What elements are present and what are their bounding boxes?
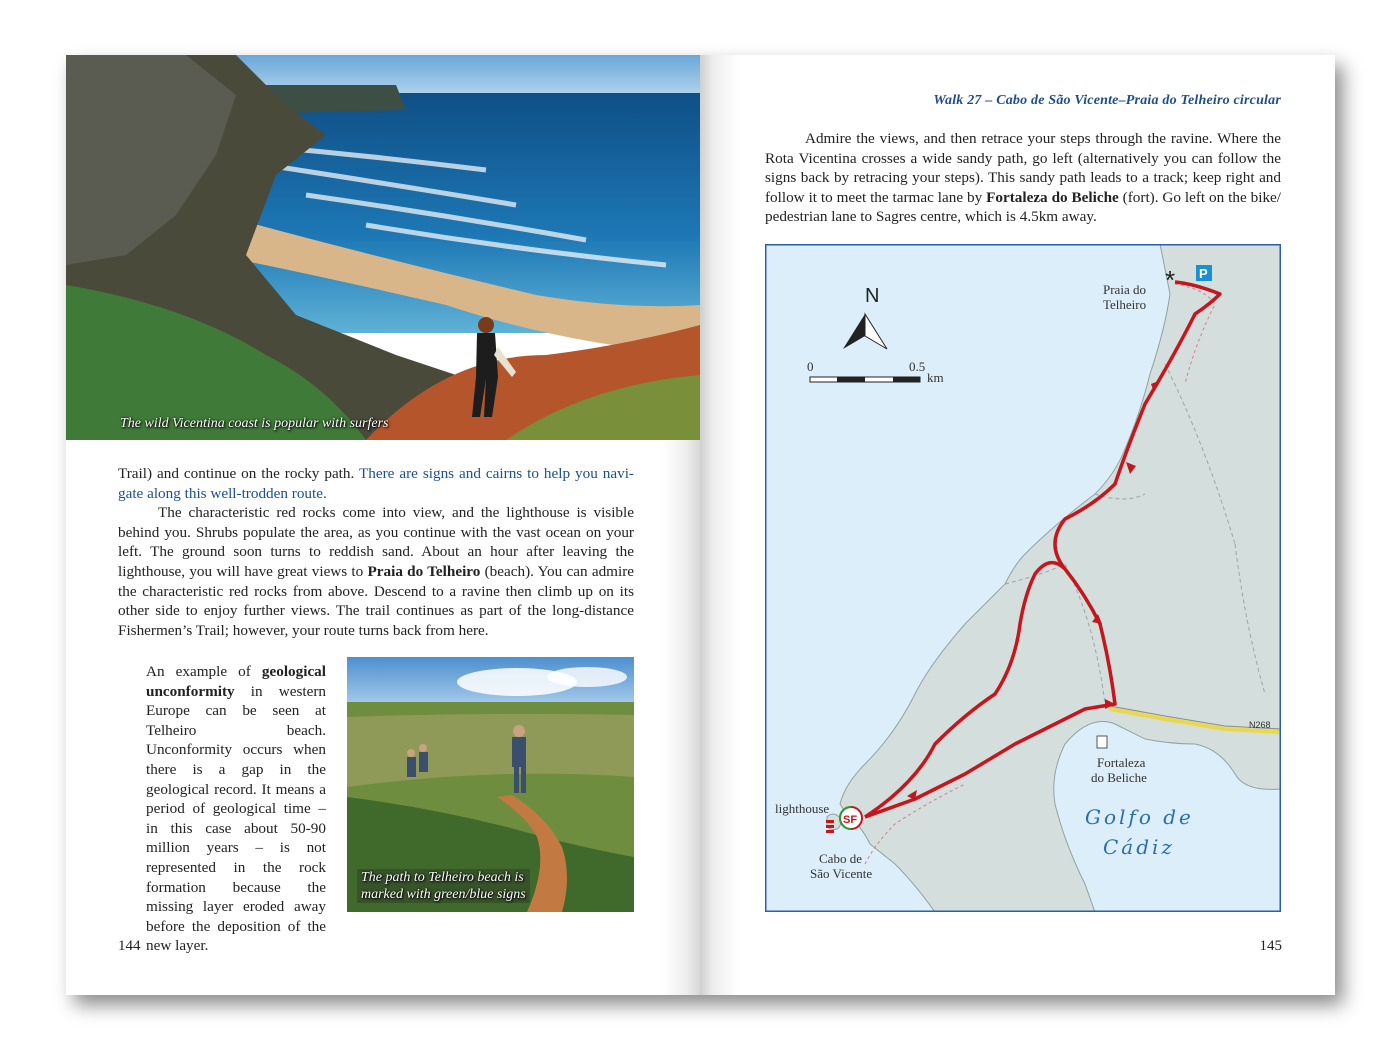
paragraph-2-text-b: (beach). You can admire the characteristic red rocks from above. Descend to a ravine then climb up on its other side to enjoy further views. The trail continues as part of the long-distance Fishermen’s Trail; however, your route turns back from here.	[118, 562, 634, 639]
main-text-right	[765, 129, 1281, 227]
right-page	[700, 55, 1335, 995]
fort-icon	[1097, 736, 1107, 748]
sidebar-term: geological unconformity	[146, 663, 326, 700]
label-golfo-line2: Cádiz	[1103, 835, 1175, 859]
paragraph-2-text-a: The characteristic red rocks come into view, and the lighthouse is visible behind you. Shrubs populate the area, as you continue with the vast ocean on your left. The ground soon turns to reddish sand. About an hour after leaving the lighthouse, you will have great views to	[118, 504, 634, 580]
path-photo-caption-line2: marked with green/blue signs	[361, 887, 526, 902]
route-map	[765, 244, 1281, 912]
road-label: N268	[1249, 720, 1271, 730]
label-golfo-line1: Golfo de	[1085, 805, 1194, 829]
scale-start: 0	[807, 359, 814, 374]
label-praia-line2: Telheiro	[1103, 297, 1147, 312]
paragraph-1-highlight: There are signs and cairns to help you navi-gate along this well-trodden route.	[118, 465, 634, 502]
photo-caption: The wild Vicentina coast is popular with surfers	[120, 416, 389, 431]
fortaleza-name: Fortaleza do Beliche	[986, 188, 1119, 206]
praia-name: Praia do Telheiro	[367, 562, 481, 580]
start-finish-marker	[840, 807, 862, 829]
page-number-left: 144	[118, 938, 141, 954]
page-number-right: 145	[1259, 938, 1282, 954]
label-fortaleza-line2: do Beliche	[1091, 770, 1147, 785]
north-label: N	[865, 285, 880, 307]
paragraph-2	[118, 503, 634, 640]
viewpoint-icon: *	[1165, 265, 1176, 295]
path-photo	[347, 657, 634, 912]
scale-end: 0.5	[909, 359, 926, 374]
sidebar-text	[146, 662, 326, 956]
paragraph-right-text-a: Admire the views, and then retrace your steps through the ravine. Where the Rota Vicentina crosses a wide sandy path, go left (alternatively you can follow the signs back by retracing your steps). This sandy path leads to a track; keep right and follow it to meet the tarmac lane by	[765, 130, 1281, 206]
paragraph-1	[118, 464, 634, 503]
label-praia-line1: Praia do	[1103, 282, 1146, 297]
label-fortaleza-line1: Fortaleza	[1097, 755, 1146, 770]
path-photo-caption	[357, 869, 530, 903]
label-lighthouse: lighthouse	[775, 801, 830, 816]
sidebar-text-a: An example of	[146, 663, 262, 680]
paragraph-right	[765, 129, 1281, 227]
left-page	[66, 55, 700, 995]
lighthouse-icon	[826, 820, 834, 833]
sidebar-paragraph	[146, 662, 326, 956]
parking-icon	[1196, 265, 1212, 281]
main-text-left	[118, 464, 634, 640]
paragraph-right-text-b: (fort). Go left on the bike/ pedestrian lane to Sagres centre, which is 4.5km away.	[765, 188, 1281, 226]
path-photo-caption-line1: The path to Telheiro beach is	[361, 870, 524, 885]
sidebar-text-b: in western Europe can be seen at Telheiro beach. Unconformity occurs when there is a gap in the geological record. It means a period of geological time – in this case about 50-90 million years – is not represented in the rock formation because the missing layer eroded away before the deposition of the new layer.	[146, 682, 326, 955]
coast-photo	[66, 55, 700, 440]
scale-unit: km	[927, 370, 944, 385]
open-book	[66, 55, 1335, 995]
label-cabo-line1: Cabo de	[819, 851, 862, 866]
start-finish-label: SF	[843, 814, 858, 826]
label-cabo-line2: São Vicente	[810, 866, 873, 881]
parking-label: P	[1199, 266, 1208, 281]
paragraph-1-text: Trail) and continue on the rocky path.	[118, 465, 359, 482]
running-head: Walk 27 – Cabo de São Vicente–Praia do Telheiro circular	[933, 93, 1281, 108]
